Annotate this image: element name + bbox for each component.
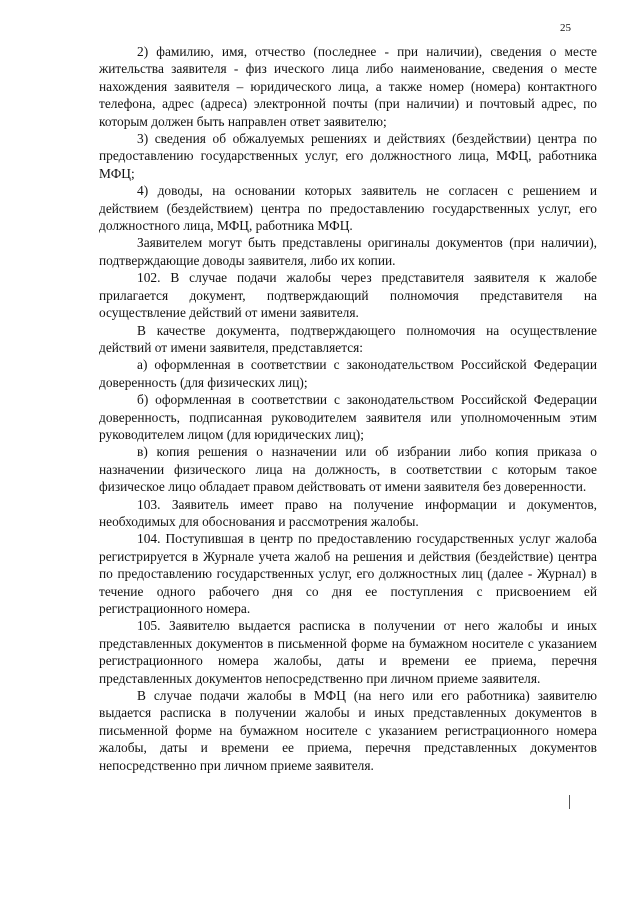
paragraph-item-v: в) копия решения о назначении или об избрании либо копия приказа о назначении физического лица на должность, в соответствии с которым такое физическое лицо обладает правом действовать от имени заявителя без доверенности. bbox=[99, 444, 597, 495]
paragraph-102: 102. В случае подачи жалобы через представителя заявителя к жалобе прилагается документ, подтверждающий полномочия представителя на осуществление действий от имени заявителя. bbox=[99, 270, 597, 321]
paragraph-mfc-receipt: В случае подачи жалобы в МФЦ (на него или его работника) заявителю выдается расписка в получении жалобы и иных представленных документов в письменной форме на бумажном носителе с указанием регистрационного номера жалобы, даты и времени ее приема, перечня представленных документов непосредственно при личном приеме заявителя. bbox=[99, 688, 597, 773]
paragraph-item-b: б) оформленная в соответствии с законодательством Российской Федерации доверенность, подписанная руководителем заявителя или уполномоченным этим руководителем лицом (для юридических лиц); bbox=[99, 392, 597, 442]
paragraph-arguments: 4) доводы, на основании которых заявитель не согласен с решением и действием (бездействием) центра по предоставлению государственных услуг, его должностного лица, МФЦ, работника МФЦ. bbox=[99, 183, 597, 234]
document-body bbox=[99, 43, 597, 774]
scan-mark bbox=[569, 795, 570, 809]
paragraph-item-a: а) оформленная в соответствии с законодательством Российской Федерации доверенность (для физических лиц); bbox=[99, 357, 597, 390]
paragraph-authority-document: В качестве документа, подтверждающего полномочия на осуществление действий от имени заявителя, представляется: bbox=[99, 322, 597, 355]
paragraph-103: 103. Заявитель имеет право на получение информации и документов, необходимых для обоснования и рассмотрения жалобы. bbox=[99, 496, 597, 529]
paragraph-105: 105. Заявителю выдается расписка в получении от него жалобы и иных представленных документов в письменной форме на бумажном носителе с указанием регистрационного номера жалобы, даты и времени ее приема, перечня представленных документов непосредственно при личном приеме заявителя. bbox=[99, 618, 597, 686]
paragraph-applicant-name-address: 2) фамилию, имя, отчество (последнее - при наличии), сведения о месте жительства заявителя - физ ического лица либо наименование, сведения о месте нахождения заявителя – юридического лица, а также номер (номера) контактного телефона, адрес (адреса) электронной почты (при наличии) и почтовый адрес, по которым должен быть направлен ответ заявителю; bbox=[99, 44, 597, 129]
paragraph-appealed-decisions: 3) сведения об обжалуемых решениях и действиях (бездействии) центра по предоставлению государственных услуг, его должностного лица, МФЦ, работника МФЦ; bbox=[99, 131, 597, 181]
paragraph-supporting-documents: Заявителем могут быть представлены оригиналы документов (при наличии), подтверждающие доводы заявителя, либо их копии. bbox=[99, 235, 597, 268]
page-number: 25 bbox=[560, 22, 571, 34]
paragraph-104: 104. Поступившая в центр по предоставлению государственных услуг жалоба регистрируется в Журнале учета жалоб на решения и действия (бездействие) центра по предоставлению государственных услуг, его должностных лиц (далее - Журнал) в течение одного рабочего дня со дня ее поступления с присвоением ей регистрационного номера. bbox=[99, 531, 597, 616]
